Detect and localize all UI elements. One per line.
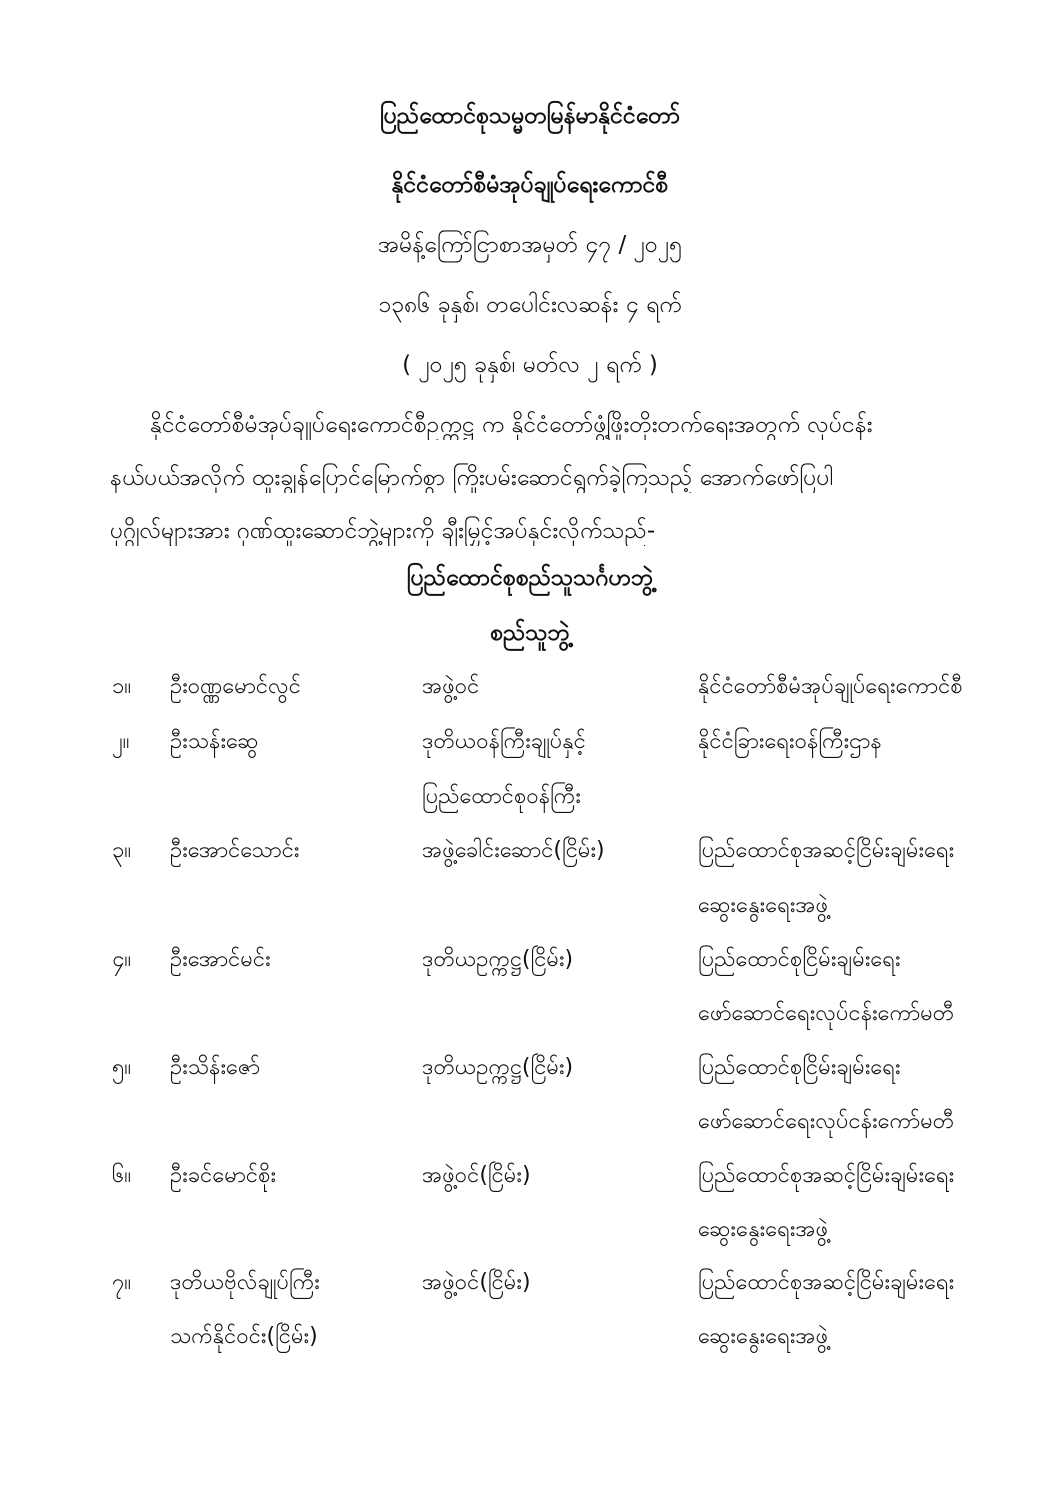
recipient-number: ၆။ (112, 1163, 132, 1188)
recipient-department-line-2: ဖော်ဆောင်ရေးလုပ်ငန်းကော်မတီ (698, 1001, 955, 1026)
recipient-role-line-2: ပြည်ထောင်စုဝန်ကြီး (422, 784, 581, 809)
recipient-number: ၇။ (112, 1270, 132, 1295)
recipient-name: ဒုတိယဗိုလ်ချုပ်ကြီး (170, 1270, 320, 1295)
recipient-department-line-2: ဆွေးနွေးရေးအဖွဲ့ (698, 1217, 829, 1242)
award-subtitle: စည်သူဘွဲ့ (490, 620, 570, 646)
intro-line-3: ပုဂ္ဂိုလ်များအား ဂုဏ်ထူးဆောင်ဘွဲ့များကို ချီးမြှင့်အပ်နှင်းလိုက်သည်- (110, 518, 656, 544)
myanmar-date: ၁၃၈၆ ခုနှစ်၊ တပေါင်းလဆန်း ၄ ရက် (378, 292, 682, 318)
recipient-department-line-2: ဖော်ဆောင်ရေးလုပ်ငန်းကော်မတီ (698, 1109, 955, 1134)
intro-line-2: နယ်ပယ်အလိုက် ထူးချွန်ပြောင်မြောက်စွာ ကြိုးပမ်းဆောင်ရွက်ခဲ့ကြသည့် အောက်ဖော်ပြပါ (110, 465, 834, 491)
council-title: နိုင်ငံတော်စီမံအုပ်ချုပ်ရေးကောင်စီ (391, 172, 669, 198)
recipient-name: ဦးအောင်မင်း (170, 947, 271, 972)
recipient-department-line-2: ဆွေးနွေးရေးအဖွဲ့ (698, 1324, 829, 1349)
recipient-role: အဖွဲ့ဝင်(ငြိမ်း) (422, 1270, 531, 1295)
recipient-department-line-2: ဆွေးနွေးရေးအဖွဲ့ (698, 893, 829, 918)
recipient-role: ဒုတိယဝန်ကြီးချုပ်နှင့် (422, 729, 586, 754)
recipient-name: ဦးအောင်သောင်း (170, 838, 300, 863)
recipient-department: ပြည်ထောင်စုငြိမ်းချမ်းရေး (698, 947, 901, 972)
recipient-role: အဖွဲ့ဝင်(ငြိမ်း) (422, 1163, 531, 1188)
recipient-department: ပြည်ထောင်စုအဆင့်ငြိမ်းချမ်းရေး (698, 838, 955, 863)
notification-number: အမိန့်ကြော်ငြာစာအမှတ် ၄၇ / ၂၀၂၅ (377, 232, 683, 258)
gregorian-date: ( ၂၀၂၅ ခုနှစ်၊ မတ်လ ၂ ရက် ) (402, 352, 658, 378)
recipient-name-line-2: သက်နိုင်ဝင်း(ငြိမ်း) (170, 1324, 318, 1349)
recipient-department: နိုင်ငံတော်စီမံအုပ်ချုပ်ရေးကောင်စီ (698, 674, 963, 699)
recipient-department: ပြည်ထောင်စုအဆင့်ငြိမ်းချမ်းရေး (698, 1270, 955, 1295)
recipient-department: ပြည်ထောင်စုအဆင့်ငြိမ်းချမ်းရေး (698, 1163, 955, 1188)
recipient-role: ဒုတိယဥက္ကဋ္ဌ(ငြိမ်း) (422, 947, 574, 972)
recipient-department: ပြည်ထောင်စုငြိမ်းချမ်းရေး (698, 1055, 901, 1080)
recipient-name: ဦးသိန်းဇော် (170, 1055, 261, 1080)
recipient-role: အဖွဲ့ခေါင်းဆောင်(ငြိမ်း) (422, 838, 605, 863)
recipient-number: ၂။ (112, 729, 130, 754)
recipient-number: ၁။ (112, 674, 132, 699)
recipient-department: နိုင်ငံခြားရေးဝန်ကြီးဌာန (698, 729, 882, 754)
recipient-role: အဖွဲ့ဝင် (422, 674, 480, 699)
recipient-number: ၅။ (112, 1055, 132, 1080)
award-title: ပြည်ထောင်စုစည်သူသင်္ဂဟဘွဲ့ (406, 565, 654, 591)
government-title: ပြည်ထောင်စုသမ္မတမြန်မာနိုင်ငံတော် (379, 103, 681, 129)
recipient-role: ဒုတိယဥက္ကဋ္ဌ(ငြိမ်း) (422, 1055, 574, 1080)
intro-line-1: နိုင်ငံတော်စီမံအုပ်ချုပ်ရေးကောင်စီဥက္ကဋ္ဌ က နိုင်ငံတော်ဖွံ့ဖြိုးတိုးတက်ရေးအတွက် လုပ်ငန်း (150, 412, 873, 438)
recipient-name: ဦးဝဏ္ဏမောင်လွင် (170, 674, 301, 699)
recipient-number: ၃။ (112, 838, 132, 863)
recipient-number: ၄။ (112, 947, 132, 972)
recipient-name: ဦးခင်မောင်စိုး (170, 1163, 277, 1188)
recipient-name: ဦးသန်းဆွေ (170, 729, 259, 754)
